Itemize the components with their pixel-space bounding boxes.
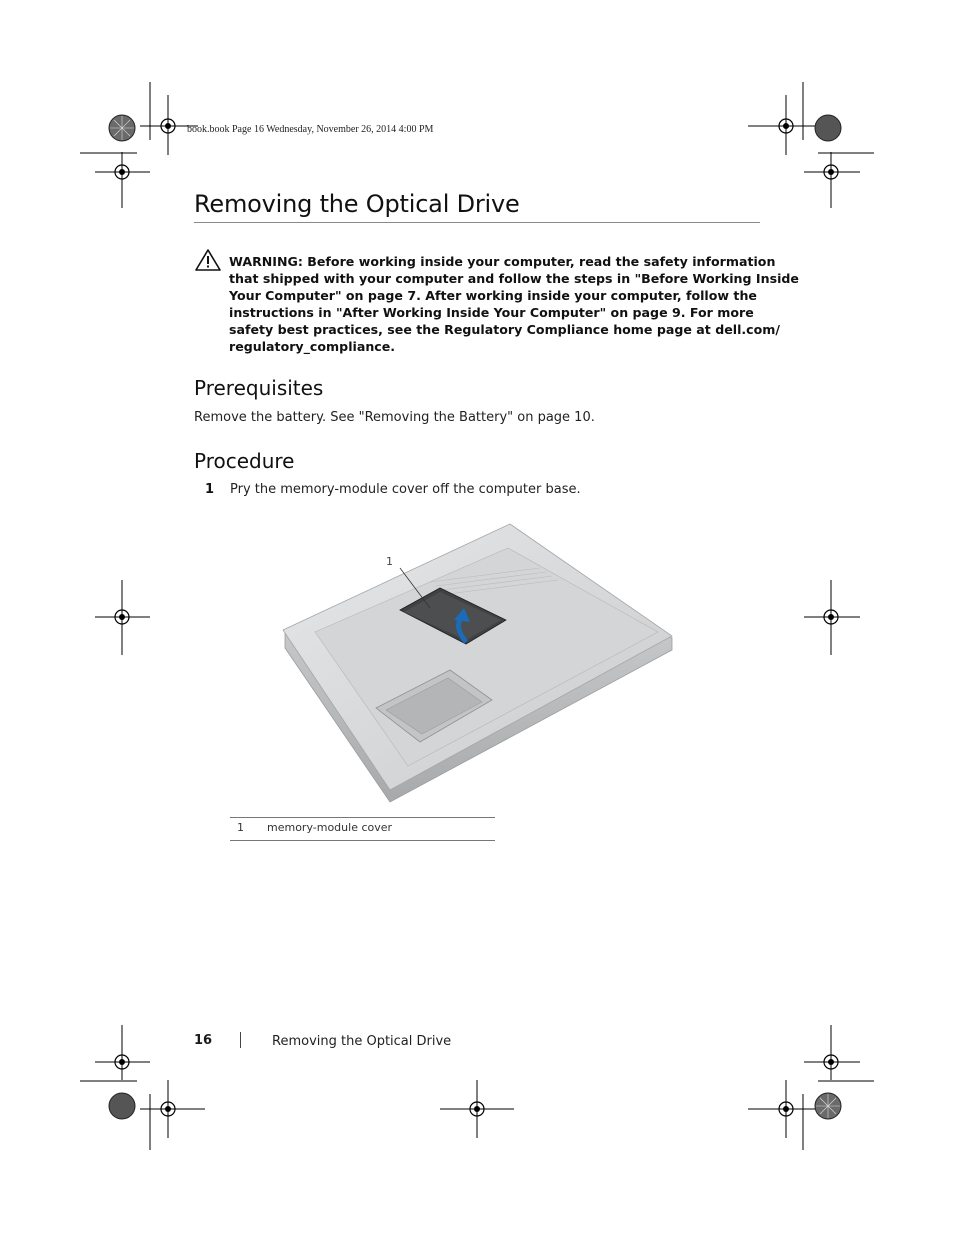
step-number: 1 [205,482,215,497]
page-title: Removing the Optical Drive [194,190,520,218]
warning-line: that shipped with your computer and follow the steps in "Before Working Inside [229,271,799,286]
title-divider [194,222,760,223]
step-text: Pry the memory-module cover off the computer base. [230,482,581,497]
warning-line: safety best practices, see the Regulatory Compliance home page at dell.com/ [229,322,781,337]
warning-line: WARNING: Before working inside your computer, read the safety information [229,254,776,269]
figure-callout-number: 1 [386,555,393,568]
footer-page-number: 16 [194,1033,213,1048]
prerequisites-heading: Prerequisites [194,376,324,400]
warning-line: Your Computer" on page 7. After working inside your computer, follow the [229,288,757,303]
legend-item-number: 1 [237,821,244,834]
warning-note [229,253,799,355]
legend-item-label: memory-module cover [267,821,393,834]
prerequisites-text: Remove the battery. See "Removing the Battery" on page 10. [194,410,595,425]
warning-icon [194,248,222,272]
print-header-stamp: book.book Page 16 Wednesday, November 26, 2014 4:00 PM [187,124,434,135]
footer-separator [240,1032,241,1048]
footer-section-title: Removing the Optical Drive [272,1034,452,1049]
laptop-base-illustration [280,520,680,805]
warning-line: instructions in "After Working Inside Your Computer" on page 9. For more [229,305,754,320]
warning-line: regulatory_compliance. [229,339,396,354]
procedure-heading: Procedure [194,449,295,473]
